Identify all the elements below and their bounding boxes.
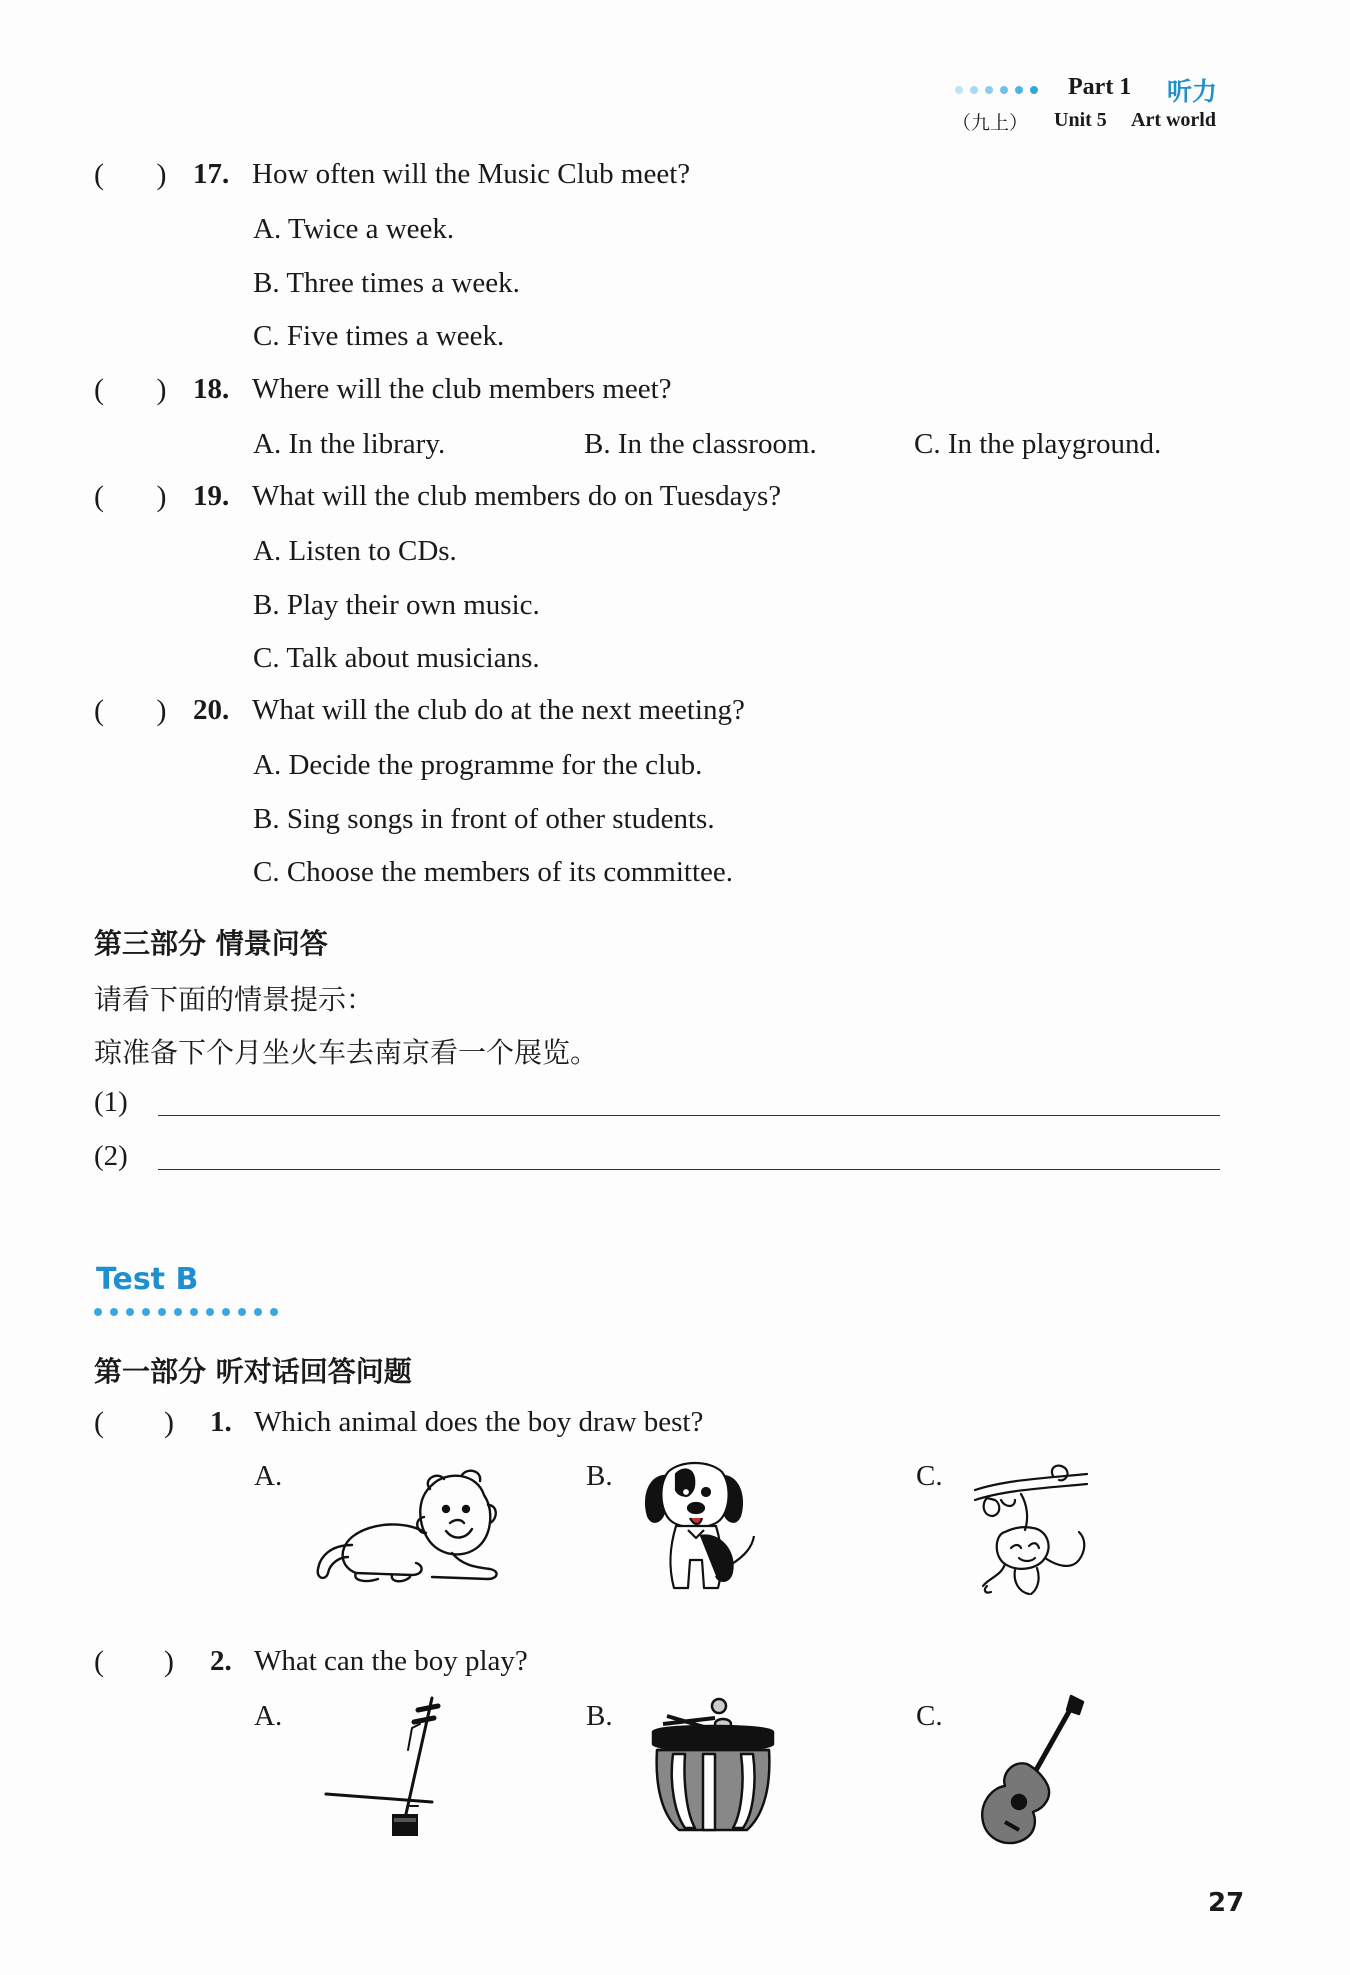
header-dots [955,86,1038,94]
guitar-icon[interactable] [975,1694,1090,1849]
test-b-dot [110,1308,118,1316]
question-text: Where will the club members meet? [252,373,672,405]
header-part: Part 1 [1068,74,1132,100]
option-c[interactable]: C. In the playground. [914,428,1162,460]
question-number: 17. [193,158,230,190]
header-dot [970,86,978,94]
page-number: 27 [1208,1888,1245,1918]
scenario-prompt: 请看下面的情景提示： [94,983,375,1016]
question-number: 19. [193,480,230,512]
option-b[interactable]: B. Sing songs in front of other students. [253,803,715,835]
answer-line-1[interactable] [158,1115,1220,1116]
header-unit: Unit 5 [1054,109,1107,131]
option-a[interactable]: A. Listen to CDs. [253,535,457,567]
option-a-label[interactable]: A. [254,1460,283,1492]
test-b-dot [158,1308,166,1316]
question-text: What will the club do at the next meeting? [252,694,745,726]
option-c-label[interactable]: C. [916,1460,943,1492]
question-number: 2. [210,1645,232,1677]
header-dot [1030,86,1038,94]
section-title-part3: 第三部分 情景问答 [94,927,328,960]
scenario-text: 琼准备下个月坐火车去南京看一个展览。 [94,1036,599,1069]
header-dot [985,86,993,94]
test-b-dot [94,1308,102,1316]
question-text: What will the club members do on Tuesdays? [252,480,782,512]
blank-label-2: (2) [94,1140,128,1172]
answer-blank-b2[interactable]: ( ) [94,1645,174,1678]
header-section-title: 听力 [1167,77,1218,106]
section-title-part1: 第一部分 听对话回答问题 [94,1355,412,1388]
header-dot [955,86,963,94]
header-dot [1000,86,1008,94]
test-b-dot [190,1308,198,1316]
answer-line-2[interactable] [158,1169,1220,1170]
option-c-label[interactable]: C. [916,1700,943,1732]
erhu-icon[interactable] [322,1694,472,1844]
drum-icon[interactable] [643,1694,783,1844]
question-text: How often will the Music Club meet? [252,158,691,190]
answer-blank-19[interactable]: ( ) [94,480,167,513]
answer-blank-18[interactable]: ( ) [94,373,167,406]
option-a-label[interactable]: A. [254,1700,283,1732]
option-b-label[interactable]: B. [586,1460,613,1492]
question-number: 18. [193,373,230,405]
dog-icon[interactable] [640,1456,760,1601]
option-c[interactable]: C. Choose the members of its committee. [253,856,734,888]
test-b-dot [222,1308,230,1316]
question-text: Which animal does the boy draw best? [254,1406,704,1438]
option-a[interactable]: A. In the library. [253,428,446,460]
answer-blank-b1[interactable]: ( ) [94,1406,174,1439]
option-a[interactable]: A. Twice a week. [253,213,455,245]
option-b[interactable]: B. Three times a week. [253,267,520,299]
header-unit-title: Art world [1131,109,1216,131]
test-b-title: Test B [96,1262,199,1297]
question-text: What can the boy play? [254,1645,528,1677]
test-b-dot [174,1308,182,1316]
question-number: 1. [210,1406,232,1438]
option-a[interactable]: A. Decide the programme for the club. [253,749,703,781]
option-b[interactable]: B. Play their own music. [253,589,540,621]
lion-icon[interactable] [312,1465,507,1590]
test-b-dot [238,1308,246,1316]
test-b-dot [126,1308,134,1316]
test-b-dot [270,1308,278,1316]
test-b-dot [254,1308,262,1316]
option-c[interactable]: C. Five times a week. [253,320,505,352]
header-grade: （九上） [952,112,1029,134]
question-number: 20. [193,694,230,726]
test-b-dot [142,1308,150,1316]
test-b-underline-dots [94,1308,278,1316]
option-b[interactable]: B. In the classroom. [584,428,817,460]
answer-blank-20[interactable]: ( ) [94,694,167,727]
answer-blank-17[interactable]: ( ) [94,158,167,191]
option-c[interactable]: C. Talk about musicians. [253,642,540,674]
blank-label-1: (1) [94,1086,128,1118]
test-b-dot [206,1308,214,1316]
option-b-label[interactable]: B. [586,1700,613,1732]
monkey-icon[interactable] [975,1460,1090,1600]
header-dot [1015,86,1023,94]
